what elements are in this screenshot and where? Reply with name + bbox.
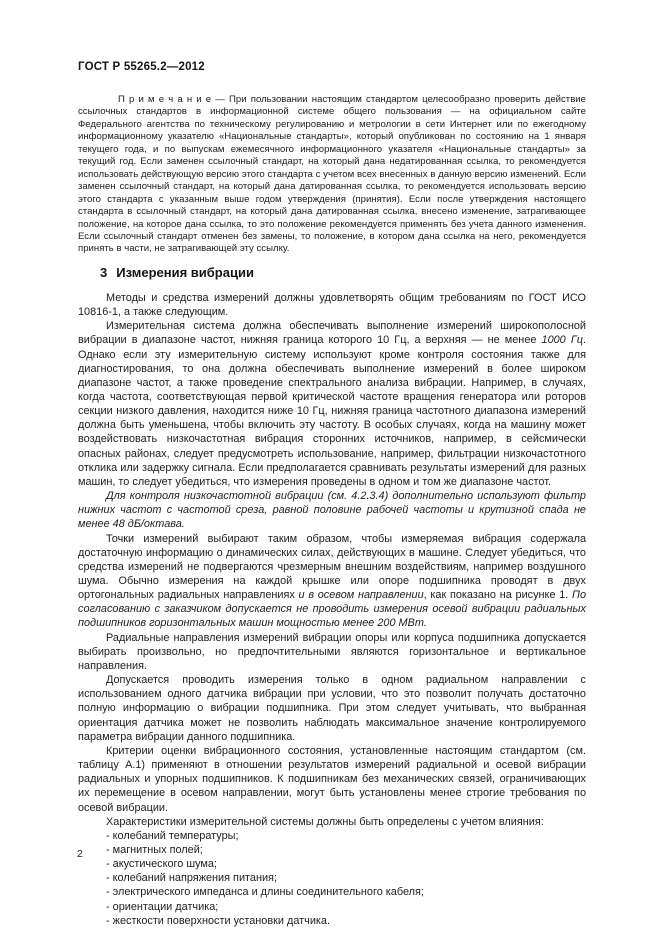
list-item <box>78 900 586 914</box>
text-run: Методы и средства измерений должны удовлетворять общим требованиям по ГОСТ ИСО 10816-1, а также следующим. <box>78 291 586 319</box>
text-run: , как показано на рисунке 1. <box>423 589 573 602</box>
paragraph <box>78 532 586 631</box>
list-item <box>78 885 586 899</box>
content-column <box>78 94 586 928</box>
text-run: Радиальные направления измерений вибрации опоры или корпуса подшипника допускается выбирать произвольно, но предпочтительными являются горизонтальное и вертикальное направления. <box>78 631 586 672</box>
paragraph <box>78 319 586 489</box>
text-run: - колебаний температуры; <box>106 829 239 842</box>
text-run: Точки измерений выбирают таким образом, чтобы измеряемая вибрация содержала достаточную информацию о динамических силах, действующих в машине. Следует убедиться, что средства измерений не подвергаются чрезмерным внешним воздействиям, например воздушного шума. Обычно измерения на каждой крышке или опоре подшипника проводят в двух ортогональных радиальных направлениях <box>78 532 586 602</box>
italic-text-run: и в осевом направлении <box>298 589 424 602</box>
text-run: - электрического импеданса и длины соединительного кабеля; <box>106 886 424 899</box>
italic-text-run: По согласованию с заказчиком допускается не проводить измерения осевой вибрации радиальных подшипников горизонтальных машин мощностью менее 200 МВт. <box>78 589 586 630</box>
note-paragraph: П р и м е ч а н и е — При пользовании настоящим стандартом целесообразно проверить действие ссылочных стандартов в информационной системе общего пользования — на официальном сайте Федерального агентства по техническому регулированию и метрологии в сети Интернет или по ежегодному информационному указателю «Национальные стандарты», который опубликован по состоянию на 1 января текущего года, и по выпускам ежемесячного информационного указателя «Национальные стандарты» за текущий год. Если заменен ссылочный стандарт, на который дана недатированная ссылка, то рекомендуется использовать действующую версию этого стандарта с учетом всех внесенных в данную версию изменений. Если заменен ссылочный стандарт, на который дана датированная ссылка, то рекомендуется использовать версию этого стандарта с указанным выше годом утверждения (принятия). Если после утверждения настоящего стандарта в ссылочный стандарт, на который дана датированная ссылка, внесено изменение, затрагивающее положение, на которое дана ссылка, то это положение рекомендуется применять без учета данного изменения. Если ссылочный стандарт отменен без замены, то положение, в котором дана ссылка на него, рекомендуется принять в части, не затрагивающей эту ссылку. <box>78 94 586 255</box>
text-run: - магнитных полей; <box>106 843 203 856</box>
paragraph <box>78 815 586 829</box>
document-header-title: ГОСТ Р 55265.2—2012 <box>78 61 205 73</box>
text-run: . Однако если эту измерительную систему используют кроме контроля состояния также для диагностирования, то она должна обеспечивать выполнение измерений в более широком диапазоне частот, а также проведение спектрального анализа вибрации. Например, в случаях, когда частота, соответствующая первой критической частоте вращения генератора или роторов секции низкого давления, находится ниже 10 Гц, нижняя граница частотного диапазона измерений должна быть уменьшена, чтобы включить эту частоту. В особых случаях, когда на машину может воздействовать низкочастотная вибрация сторонних источников, например, в сейсмически опасных районах, следует предусмотреть использование, например, фильтрации низкочастотного отклика или задержку сигнала. Если предполагается сравнивать результаты измерений для разных машин, то следует убедиться, что измерения проведены в одном и том же диапазоне частот. <box>78 334 586 488</box>
text-run: Измерительная система должна обеспечивать выполнение измерений широкополосной вибрации в диапазоне частот, нижняя граница которого 10 Гц, а верхняя — не менее <box>78 320 586 347</box>
paragraph <box>78 489 586 531</box>
italic-text-run: Для контроля низкочастотной вибрации (см. 4.2.3.4) дополнительно используют фильтр нижних частот с частотой среза, равной половине рабочей частоты и крутизной спада не менее 48 дБ/октава. <box>78 490 586 531</box>
text-run: Допускается проводить измерения только в одном радиальном направлении с использованием одного датчика вибрации при условии, что это позволит получать достаточно полную информацию о вибрации подшипника. При этом следует учитывать, что выбранная ориентация датчика может не позволить наблюдать максимальное значение контролируемого параметра вибрации данного подшипника. <box>78 674 586 743</box>
text-run: - акустического шума; <box>106 858 218 871</box>
text-run: Критерии оценки вибрационного состояния, установленные настоящим стандартом (см. таблицу А.1) применяют в отношении результатов измерений радиальной и осевой вибрации радиальных и упорных подшипников. К подшипникам без механических связей, ограничивающих их перемещение в осевом направлении, могут быть установлены менее строгие требования по осевой вибрации. <box>78 744 586 814</box>
text-run: - жесткости поверхности установки датчика. <box>106 914 331 927</box>
list-item <box>78 871 586 885</box>
text-run: - ориентации датчика; <box>106 900 219 913</box>
section-heading <box>78 265 586 280</box>
text-run: - колебаний напряжения питания; <box>106 872 277 885</box>
page-number: 2 <box>77 848 83 860</box>
section-title: Измерения вибрации <box>116 264 254 280</box>
list-item <box>78 843 586 857</box>
list-item <box>78 914 586 928</box>
paragraph <box>78 744 586 815</box>
list-item <box>78 857 586 871</box>
paragraph <box>78 291 586 319</box>
section-number: 3 <box>100 264 108 280</box>
paragraph <box>78 631 586 673</box>
body-paragraphs <box>78 291 586 928</box>
italic-text-run: 1000 Гц <box>541 334 583 347</box>
text-run: Характеристики измерительной системы должны быть определены с учетом влияния: <box>106 815 544 828</box>
list-item <box>78 829 586 843</box>
paragraph <box>78 673 586 744</box>
